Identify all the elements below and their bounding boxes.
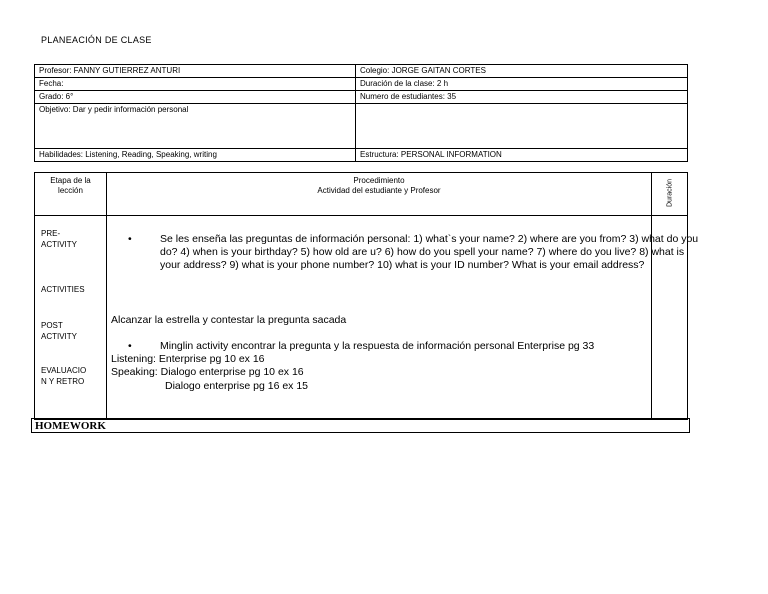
habilidades-cell: Habilidades: Listening, Reading, Speaking, writing xyxy=(35,149,356,162)
objetivo-cell: Objetivo: Dar y pedir información personal xyxy=(35,104,356,149)
document-title: PLANEACIÓN DE CLASE xyxy=(41,35,152,45)
list-item xyxy=(108,233,705,272)
profesor-cell: Profesor: FANNY GUTIERREZ ANTURI xyxy=(35,65,356,78)
stage-eval-line1: EVALUACIO xyxy=(41,366,87,375)
bullet-icon: • xyxy=(128,340,132,352)
stage-post-line1: POST xyxy=(41,321,63,330)
bullet-1-text: Se les enseña las preguntas de información personal: 1) what`s your name? 2) where are you from? 3) what do you do? 4) when is your birthday? 5) how old are u? 6) how do you spell your name? 7) where do you live? 8) what is your address? 9) what is your phone number? 10) what is your ID number? What is your email address? xyxy=(160,233,699,271)
stage-header-line1: Etapa de la xyxy=(50,176,91,185)
procedure-header-line1: Procedimiento xyxy=(353,176,405,185)
stage-pre-activity xyxy=(41,228,103,250)
objetivo-blank-cell xyxy=(356,104,688,149)
stage-evaluation xyxy=(41,365,103,387)
procedure-header-line2: Actividad del estudiante y Profesor xyxy=(317,186,441,195)
duracion-cell: Duración de la clase: 2 h xyxy=(356,78,688,91)
fecha-cell: Fecha: xyxy=(35,78,356,91)
bullet-2-text: Minglin activity encontrar la pregunta y la respuesta de información personal Enterprise pg 33 xyxy=(160,340,595,352)
homework-bar: HOMEWORK xyxy=(31,418,690,433)
evaluation-line-2: Speaking: Dialogo enterprise pg 10 ex 16 xyxy=(111,366,304,378)
post-activity-text: Alcanzar la estrella y contestar la pregunta sacada xyxy=(111,314,347,326)
procedure-header xyxy=(107,173,652,216)
stage-header xyxy=(35,173,107,216)
stage-post-line2: ACTIVITY xyxy=(41,332,78,341)
list-item xyxy=(108,340,705,353)
duration-label: Duración xyxy=(666,178,673,208)
procedure-content xyxy=(107,216,699,420)
procedure-table xyxy=(34,172,699,420)
evaluation-line-1: Listening: Enterprise pg 10 ex 16 xyxy=(111,353,265,365)
stage-pre-line2: ACTIVITY xyxy=(41,240,78,249)
numero-cell: Numero de estudiantes: 35 xyxy=(356,91,688,104)
colegio-cell: Colegio: JORGE GAITAN CORTES xyxy=(356,65,688,78)
evaluation-line-3: Dialogo enterprise pg 16 ex 15 xyxy=(165,380,309,392)
stage-pre-line1: PRE- xyxy=(41,229,61,238)
stage-eval-line2: N Y RETRO xyxy=(41,377,85,386)
stage-header-line2: lección xyxy=(58,186,83,195)
stage-post-activity xyxy=(41,320,103,342)
header-table xyxy=(34,64,688,162)
bullet-icon: • xyxy=(128,233,132,245)
estructura-cell: Estructura: PERSONAL INFORMATION xyxy=(356,149,688,162)
stages-cell xyxy=(35,216,107,420)
stage-activities: ACTIVITIES xyxy=(41,285,85,294)
duration-header xyxy=(652,173,688,216)
grado-cell: Grado: 6° xyxy=(35,91,356,104)
